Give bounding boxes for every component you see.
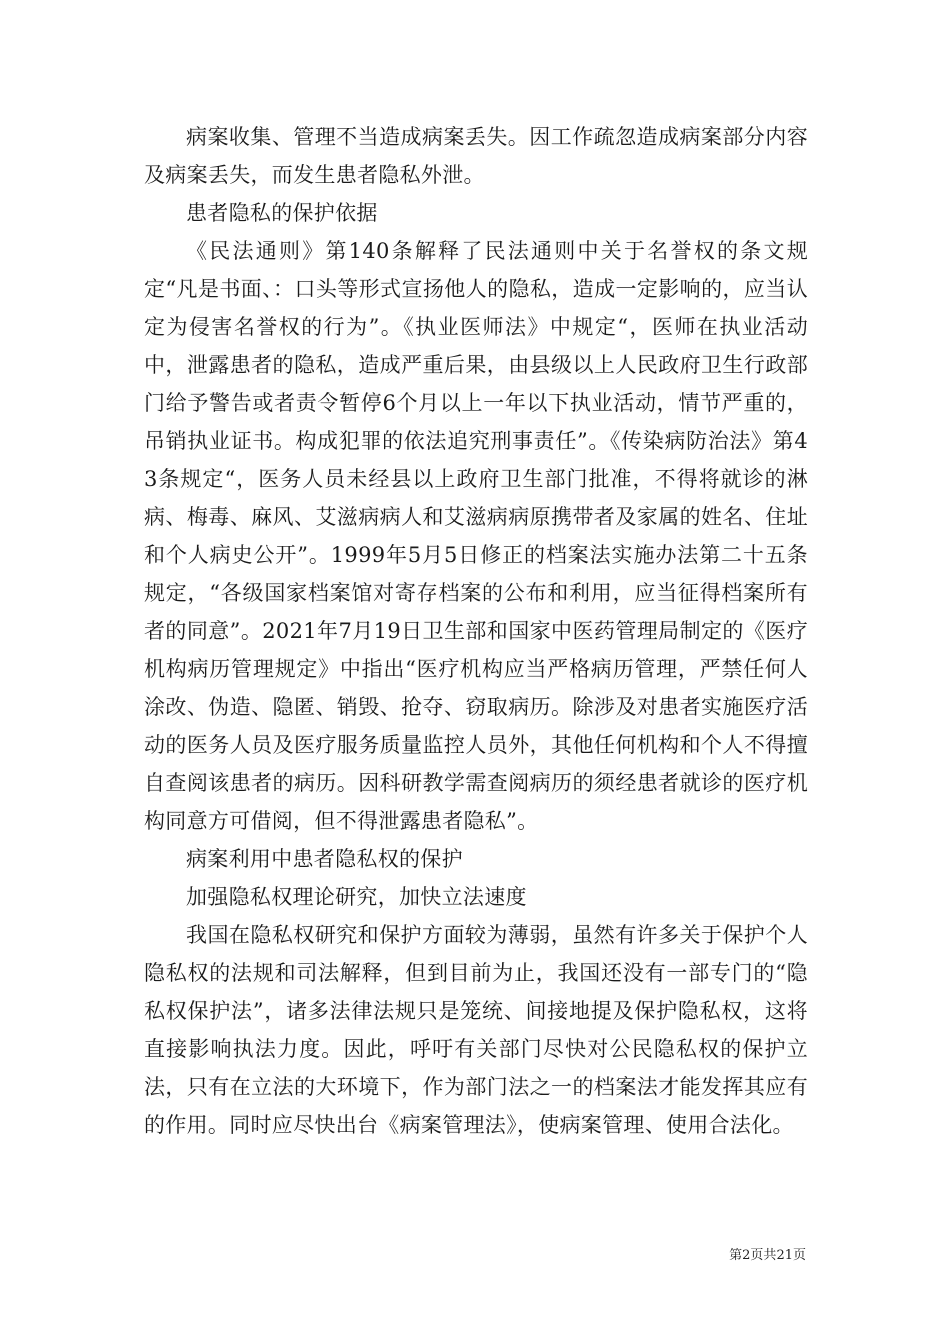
heading-privacy-protection: 病案利用中患者隐私权的保护 (186, 847, 463, 871)
heading-protection-basis: 患者隐私的保护依据 (186, 201, 378, 225)
page-total: 21 (776, 1248, 793, 1263)
paragraph-case-loss: 病案收集、管理不当造成病案丢失。因工作疏忽造成病案部分内容及病案丢失，而发生患者隐私外泄。 (144, 125, 808, 187)
document-body (144, 118, 808, 1144)
paragraph-legislation: 我国在隐私权研究和保护方面较为薄弱，虽然有许多关于保护个人隐私权的法规和司法解释，但到目前为止，我国还没有一部专门的“隐私权保护法”，诸多法律法规只是笼统、间接地提及保护隐私权，这将直接影响执法力度。因此，呼吁有关部门尽快对公民隐私权的保护立法，只有在立法的大环境下，作为部门法之一的档案法才能发挥其应有的作用。同时应尽快出台《病案管理法》，使病案管理、使用合法化。 (144, 923, 808, 1137)
page-current: 2 (742, 1248, 751, 1263)
page-prefix: 第 (729, 1248, 743, 1263)
page-middle: 页共 (750, 1248, 777, 1263)
paragraph-legal-basis: 《民法通则》第140条解释了民法通则中关于名誉权的条文规定“凡是书面、：口头等形式宣扬他人的隐私，造成一定影响的，应当认定为侵害名誉权的行为”。《执业医师法》中规定“，医师在执业活动中，泄露患者的隐私，造成严重后果，由县级以上人民政府卫生行政部门给予警告或者责令暂停6个月以上一年以下执业活动，情节严重的，吊销执业证书。构成犯罪的依法追究刑事责任”。《传染病防治法》第43条规定“，医务人员未经县以上政府卫生部门批准，不得将就诊的淋病、梅毒、麻风、艾滋病病人和艾滋病病原携带者及家属的姓名、住址和个人病史公开”。1999年5月5日修正的档案法实施办法第二十五条规定，“各级国家档案馆对寄存档案的公布和利用，应当征得档案所有者的同意”。2021年7月19日卫生部和国家中医药管理局制定的《医疗机构病历管理规定》中指出“医疗机构应当严格病历管理，严禁任何人涂改、伪造、隐匿、销毁、抢夺、窃取病历。除涉及对患者实施医疗活动的医务人员及医疗服务质量监控人员外，其他任何机构和个人不得擅自查阅该患者的病历。因科研教学需查阅病历的须经患者就诊的医疗机构同意方可借阅，但不得泄露患者隐私”。 (144, 239, 808, 833)
heading-legislation: 加强隐私权理论研究，加快立法速度 (186, 885, 527, 909)
page-number-footer (729, 1247, 806, 1265)
page-suffix: 页 (792, 1248, 806, 1263)
